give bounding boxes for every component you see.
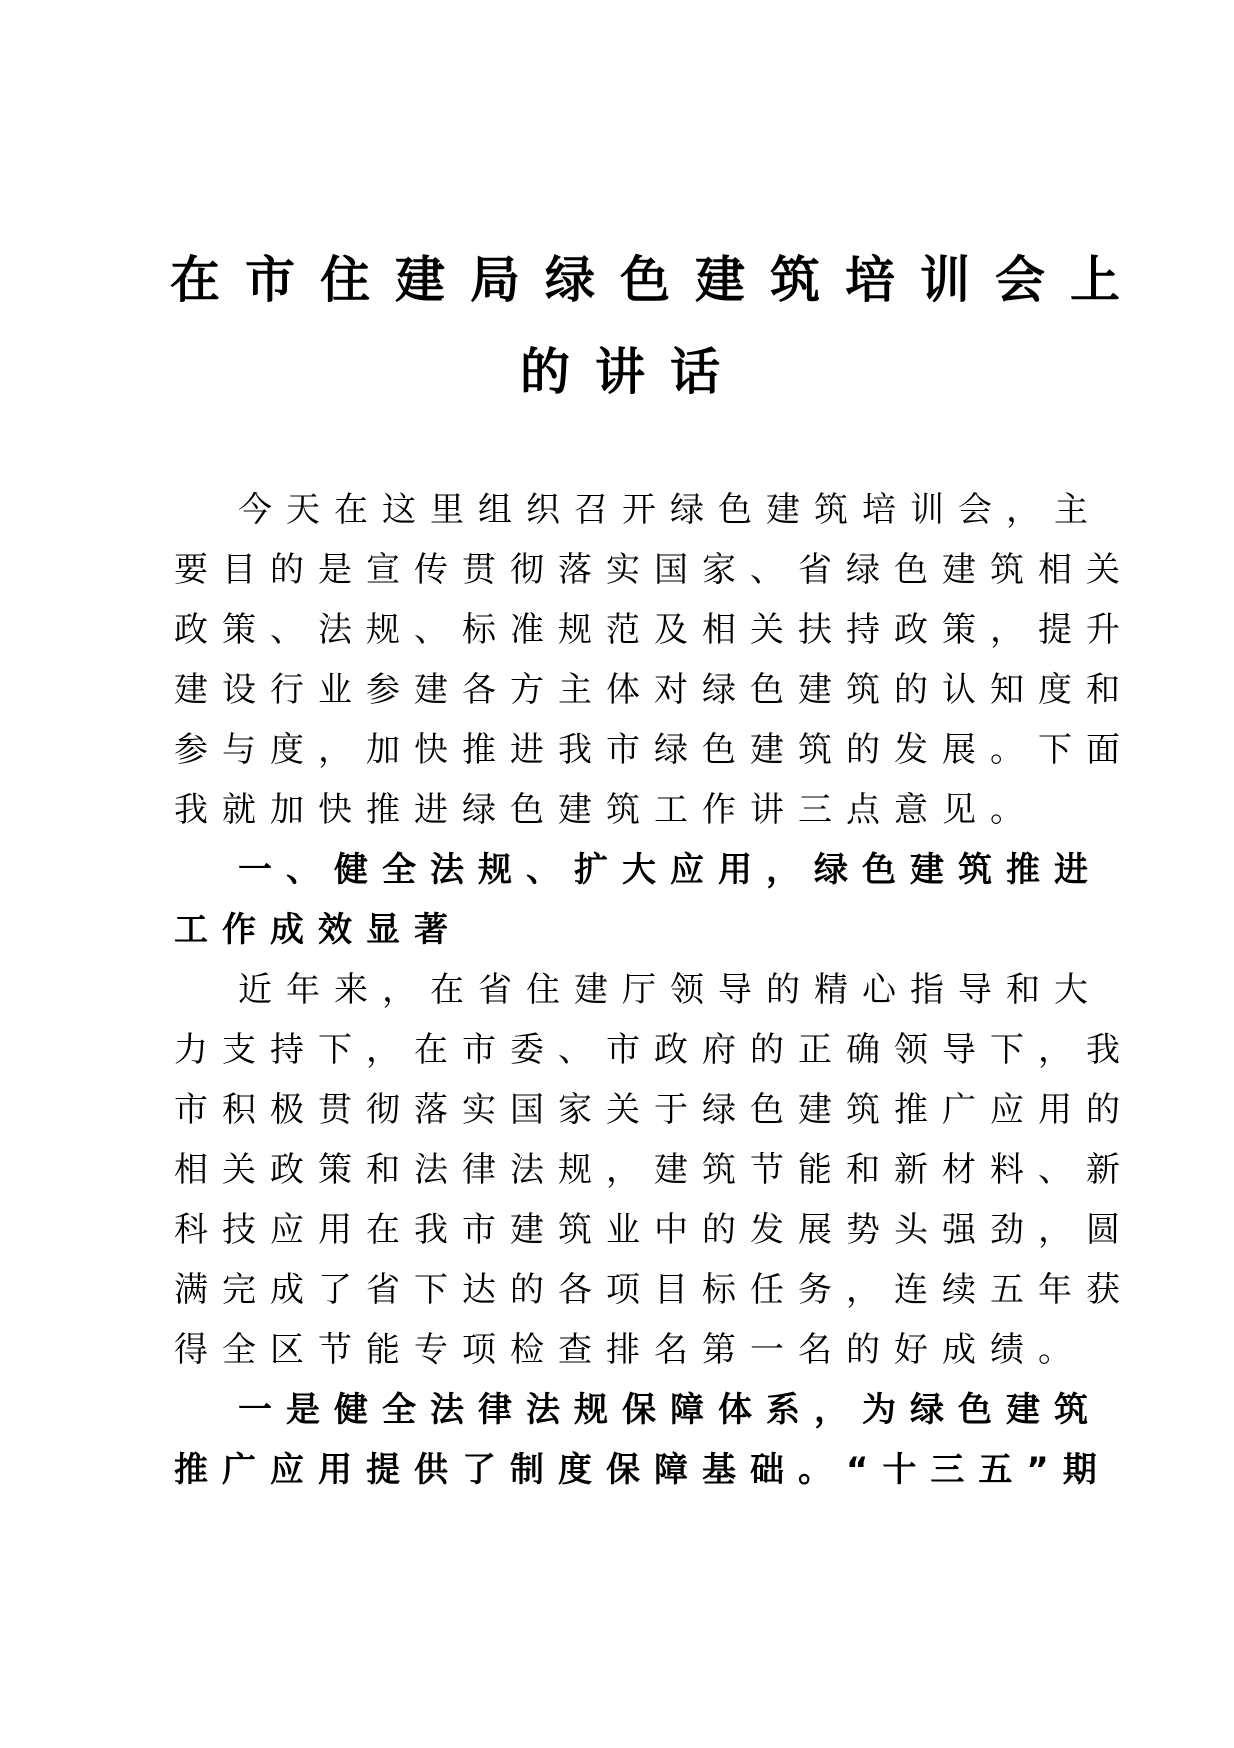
document-body — [174, 480, 1134, 1500]
paragraph-line: 科技应用在我市建筑业中的发展势头强劲，圆 — [174, 1210, 1134, 1250]
paragraph-line: 得全区节能专项检查排名第一名的好成绩。 — [174, 1330, 1086, 1370]
paragraph-line: 政策、法规、标准规范及相关扶持政策，提升 — [174, 610, 1134, 650]
subheading-line: 一是健全法律法规保障体系，为绿色建筑 — [238, 1390, 1102, 1430]
paragraph-line: 相关政策和法律法规，建筑节能和新材料、新 — [174, 1150, 1134, 1190]
paragraph-line: 满完成了省下达的各项目标任务，连续五年获 — [174, 1270, 1134, 1310]
document-title-line-1: 在市住建局绿色建筑培训会上 — [170, 251, 1145, 309]
paragraph-line: 建设行业参建各方主体对绿色建筑的认知度和 — [174, 670, 1134, 710]
subheading-line: 推广应用提供了制度保障基础。“十三五”期 — [174, 1450, 1111, 1490]
section-heading-line: 一、健全法规、扩大应用，绿色建筑推进 — [238, 850, 1102, 890]
paragraph-line: 近年来，在省住建厅领导的精心指导和大 — [238, 970, 1102, 1010]
paragraph-line: 今天在这里组织召开绿色建筑培训会，主 — [238, 490, 1102, 530]
document-title-line-2: 的讲话 — [520, 343, 745, 401]
paragraph-line: 市积极贯彻落实国家关于绿色建筑推广应用的 — [174, 1090, 1134, 1130]
paragraph-line: 参与度，加快推进我市绿色建筑的发展。下面 — [174, 730, 1134, 770]
paragraph-line: 要目的是宣传贯彻落实国家、省绿色建筑相关 — [174, 550, 1134, 590]
section-heading-line: 工作成效显著 — [174, 910, 462, 950]
paragraph-line: 力支持下，在市委、市政府的正确领导下，我 — [174, 1030, 1134, 1070]
paragraph-line: 我就加快推进绿色建筑工作讲三点意见。 — [174, 790, 1038, 830]
